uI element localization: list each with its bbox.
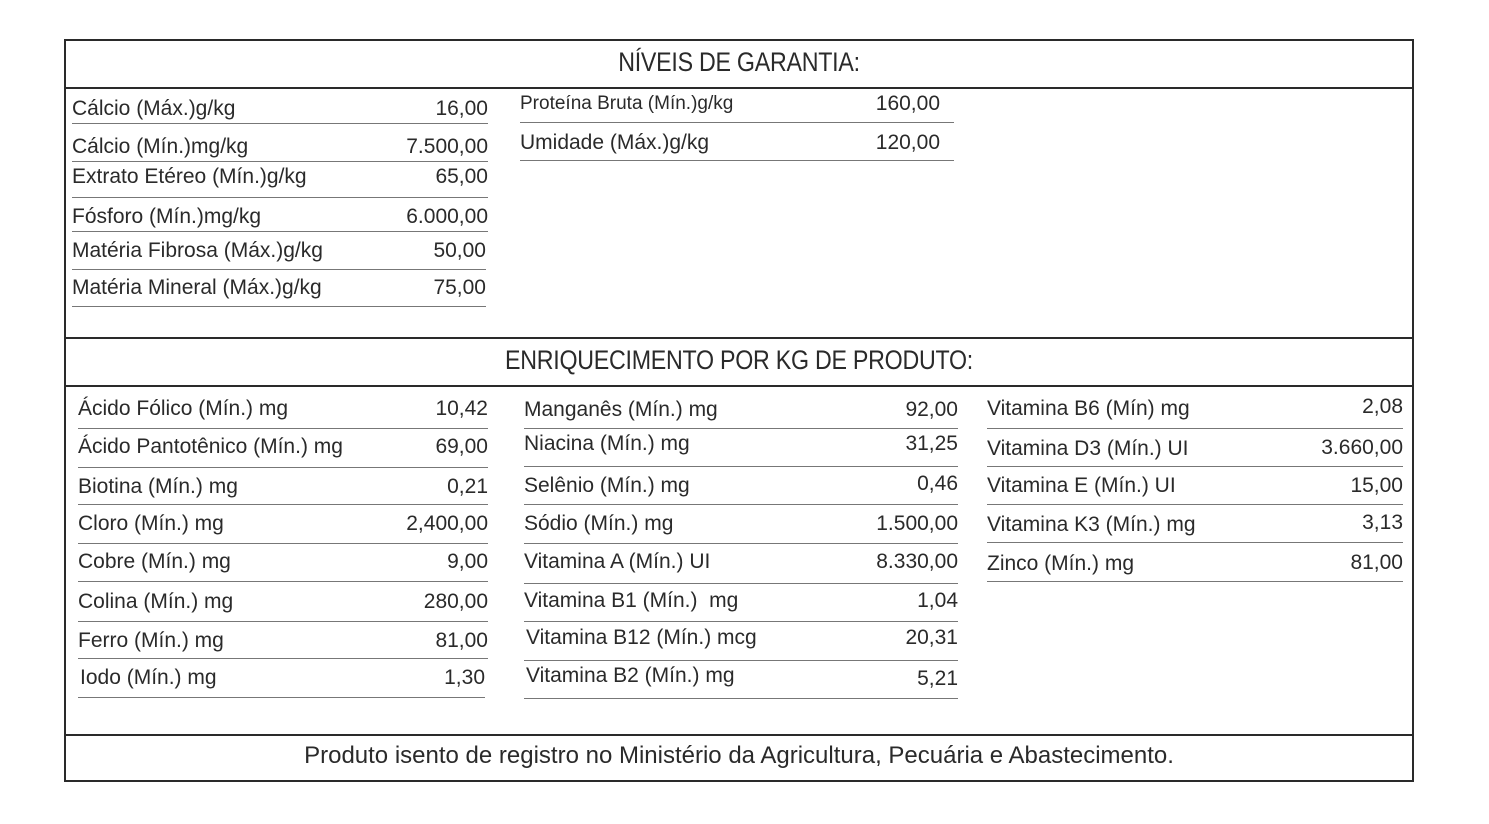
table-row [78, 429, 488, 468]
divider-middle-title [64, 385, 1414, 387]
nutrient-value: 81,00 [1350, 551, 1403, 574]
nutrient-label: Sódio (Mín.) mg [524, 512, 674, 535]
table-row [524, 622, 958, 661]
nutrient-value: 0,21 [447, 475, 488, 498]
nutrient-value: 1,04 [917, 589, 958, 612]
nutrient-value: 3.660,00 [1321, 436, 1403, 459]
nutrient-value: 0,46 [917, 472, 958, 495]
nutrient-label: Vitamina E (Mín.) UI [987, 474, 1176, 497]
nutrient-value: 50,00 [433, 239, 486, 262]
table-row [987, 429, 1403, 467]
nutrient-value: 15,00 [1350, 474, 1403, 497]
nutrient-label: Biotina (Mín.) mg [78, 475, 238, 498]
nutrient-value: 280,00 [423, 590, 488, 613]
nutrient-value: 20,31 [905, 626, 958, 649]
nutrient-value: 10,42 [435, 397, 488, 420]
table-row [524, 544, 958, 584]
table-row [78, 659, 485, 698]
nutrient-label: Vitamina B12 (Mín.) mcg [526, 626, 757, 649]
nutrient-label: Umidade (Máx.)g/kg [520, 131, 710, 154]
nutrient-label: Matéria Fibrosa (Máx.)g/kg [72, 239, 323, 262]
nutrient-value: 8.330,00 [876, 550, 958, 573]
registration-notice: Produto isento de registro no Ministério da Agricultura, Pecuária e Abastecimento. [304, 742, 1174, 769]
table-row [72, 232, 486, 270]
nutrient-value: 1,30 [444, 666, 485, 689]
table-row [520, 92, 954, 123]
table-row [987, 392, 1403, 429]
nutrient-value: 160,00 [875, 92, 940, 115]
nutrient-value: 92,00 [905, 398, 958, 421]
table-row [78, 622, 488, 659]
nutrient-value: 2,400,00 [406, 512, 488, 535]
nutrient-value: 5,21 [917, 667, 958, 690]
table-row [78, 468, 488, 505]
nutrient-label: Colina (Mín.) mg [78, 590, 234, 613]
nutrient-label: Ácido Pantotênico (Mín.) mg [78, 435, 343, 458]
nutrient-value: 81,00 [435, 629, 488, 652]
table-row [524, 467, 958, 505]
nutrient-value: 69,00 [435, 435, 488, 458]
table-row [524, 661, 958, 699]
section-title-enrichment: ENRIQUECIMENTO POR KG DE PRODUTO: [504, 345, 973, 375]
nutrient-label: Selênio (Mín.) mg [524, 474, 690, 497]
nutrient-label: Cálcio (Máx.)g/kg [72, 97, 236, 120]
nutrient-label: Cloro (Mín.) mg [78, 512, 224, 535]
table-row [78, 392, 488, 429]
nutrient-label: Ferro (Mín.) mg [78, 629, 224, 652]
nutrient-label: Fósforo (Mín.)mg/kg [72, 205, 262, 228]
nutrient-label: Cobre (Mín.) mg [78, 550, 231, 573]
nutrient-value: 3,13 [1362, 511, 1403, 534]
nutrient-label: Proteína Bruta (Mín.)g/kg [520, 93, 734, 114]
table-row [78, 544, 488, 582]
divider-top [64, 87, 1414, 89]
nutrient-value: 16,00 [435, 97, 488, 120]
nutrient-label: Zinco (Mín.) mg [987, 552, 1135, 575]
table-row [987, 543, 1403, 582]
nutrient-value: 6.000,00 [406, 205, 488, 228]
divider-footer [64, 734, 1414, 736]
nutrient-label: Matéria Mineral (Máx.)g/kg [72, 276, 322, 299]
nutrient-label: Vitamina D3 (Mín.) UI [987, 437, 1189, 460]
table-row [524, 505, 958, 544]
table-row [987, 467, 1403, 505]
section-title-guarantee: NÍVEIS DE GARANTIA: [618, 47, 860, 77]
table-row [72, 198, 488, 232]
table-row [524, 429, 958, 467]
nutrient-value: 75,00 [433, 276, 486, 299]
table-row [72, 130, 488, 162]
nutrient-value: 2,08 [1362, 395, 1403, 418]
nutrient-value: 1.500,00 [876, 512, 958, 535]
table-row [72, 92, 488, 124]
nutrient-value: 31,25 [905, 432, 958, 455]
nutrient-label: Niacina (Mín.) mg [524, 432, 690, 455]
nutrient-value: 9,00 [447, 550, 488, 573]
nutrient-label: Ácido Fólico (Mín.) mg [78, 397, 289, 420]
table-row [72, 270, 486, 307]
table-row [78, 582, 488, 622]
nutrient-label: Vitamina B6 (Mín) mg [987, 397, 1190, 420]
table-row [78, 505, 488, 544]
table-row [524, 584, 958, 622]
table-row [520, 128, 954, 161]
nutrient-label: Vitamina A (Mín.) UI [524, 550, 711, 573]
nutrient-label: Vitamina B2 (Mín.) mg [526, 664, 735, 687]
nutrient-label: Vitamina B1 (Mín.) mg [524, 589, 739, 612]
divider-middle [64, 337, 1414, 339]
table-row [987, 505, 1403, 543]
nutrient-label: Manganês (Mín.) mg [524, 398, 718, 421]
nutrient-label: Vitamina K3 (Mín.) mg [987, 513, 1196, 536]
nutrient-label: Iodo (Mín.) mg [80, 666, 217, 689]
table-row [72, 162, 488, 198]
nutrient-label: Extrato Etéreo (Mín.)g/kg [72, 165, 307, 188]
nutrient-label: Cálcio (Mín.)mg/kg [72, 135, 249, 158]
table-row [524, 392, 958, 429]
nutrient-value: 65,00 [435, 165, 488, 188]
nutrient-value: 120,00 [875, 131, 940, 154]
nutrient-value: 7.500,00 [406, 135, 488, 158]
